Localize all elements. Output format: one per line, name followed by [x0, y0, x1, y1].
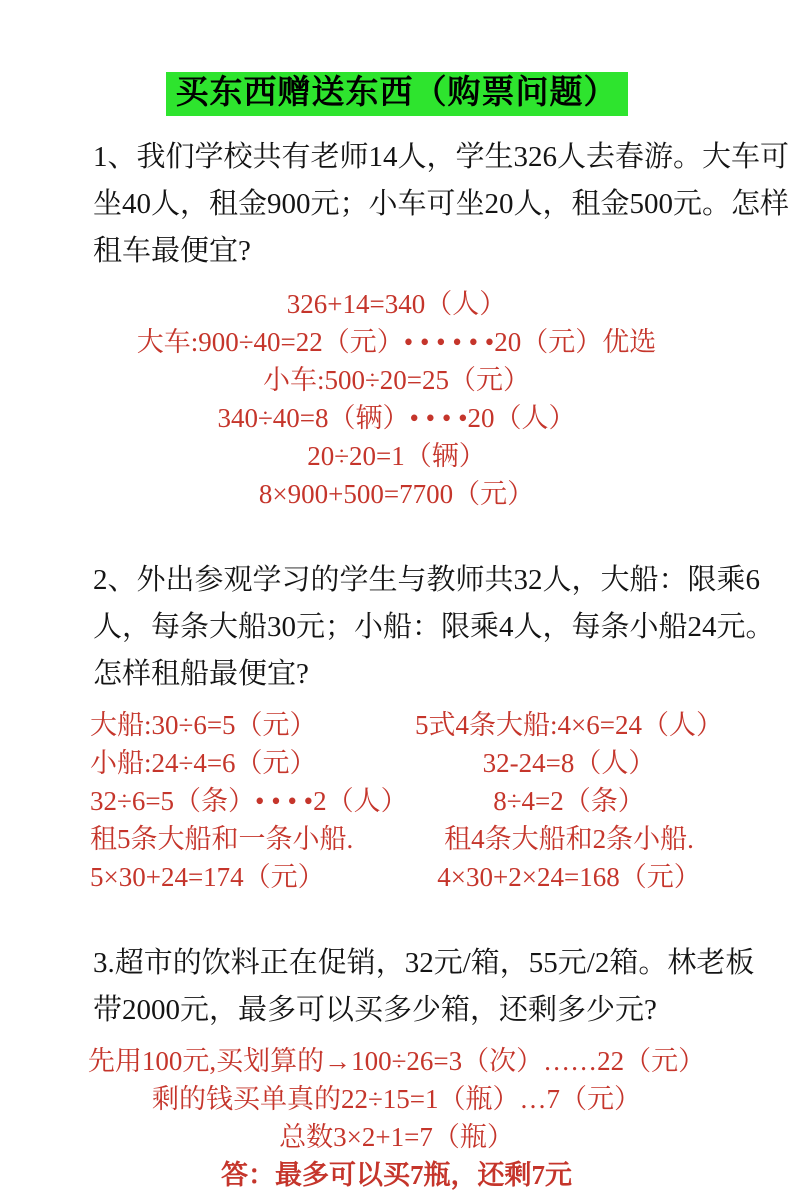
- problem-1-solution-line: 大车:900÷40=22（元）• • • • • •20（元）优选: [136, 327, 657, 358]
- title-section: [0, 0, 793, 116]
- problem-2-right-line: 8÷4=2（条）: [493, 786, 645, 817]
- problem-1-solution-line: 340÷40=8（辆）• • • •20（人）: [217, 403, 576, 434]
- problem-1-statement-line: 租车最便宜?: [93, 235, 251, 268]
- problem-2-left-line: 大船:30÷6=5（元）: [90, 710, 317, 741]
- problem-1-statement-line: 坐40人，租金900元；小车可坐20人，租金500元。怎样: [93, 188, 790, 221]
- problem-2-statement-line: 人，每条大船30元；小船：限乘4人，每条小船24元。: [93, 611, 775, 644]
- problem-1-statement-line: 1、我们学校共有老师14人，学生326人去春游。大车可: [93, 141, 790, 174]
- page-title: 买东西赠送东西（购票问题）: [166, 72, 628, 116]
- problem-1-solution-line: 20÷20=1（辆）: [307, 441, 486, 472]
- problem-3-statement-line: 带2000元，最多可以买多少箱，还剩多少元?: [93, 994, 657, 1027]
- problem-2-left-line: 租5条大船和一条小船.: [90, 824, 354, 855]
- problem-2-right-line: 4×30+2×24=168（元）: [437, 862, 701, 893]
- problem-2-statement-line: 2、外出参观学习的学生与教师共32人，大船：限乘6: [93, 564, 761, 597]
- problem-1-solution: [0, 285, 793, 513]
- problem-1-statement: [93, 134, 790, 275]
- problem-2-solution-left-column: [90, 706, 415, 896]
- problem-2-statement-line: 怎样租船最便宜?: [93, 658, 309, 691]
- problem-1-solution-line: 小车:500÷20=25（元）: [262, 365, 531, 396]
- problem-2-left-line: 小船:24÷4=6（元）: [90, 748, 317, 779]
- problem-1-solution-line: 326+14=340（人）: [286, 289, 507, 320]
- problem-2-solution-right-column: [415, 706, 723, 896]
- problem-3-solution: [0, 1042, 793, 1194]
- problem-2-solution-columns: [90, 706, 723, 896]
- problem-3-statement-line: 3.超市的饮料正在促销，32元/箱，55元/2箱。林老板: [93, 947, 755, 980]
- problem-3-solution-line: 先用100元,买划算的→100÷26=3（次）……22（元）: [87, 1046, 706, 1077]
- problem-2-right-line: 32-24=8（人）: [482, 748, 656, 779]
- problem-2-right-line: 5式4条大船:4×6=24（人）: [415, 710, 723, 741]
- problem-2-statement: [93, 557, 775, 698]
- problem-2-left-line: 32÷6=5（条）• • • •2（人）: [90, 786, 408, 817]
- problem-2-right-line: 租4条大船和2条小船.: [444, 824, 694, 855]
- problem-3-solution-line: 剩的钱买单真的22÷15=1（瓶）…7（元）: [151, 1084, 642, 1115]
- problem-1-solution-line: 8×900+500=7700（元）: [258, 479, 535, 510]
- problem-3-answer-line: 答：最多可以买7瓶，还剩7元: [221, 1160, 572, 1191]
- problem-3-solution-line: 总数3×2+1=7（瓶）: [279, 1122, 514, 1153]
- problem-2-left-line: 5×30+24=174（元）: [90, 862, 325, 893]
- problem-3-statement: [93, 940, 755, 1034]
